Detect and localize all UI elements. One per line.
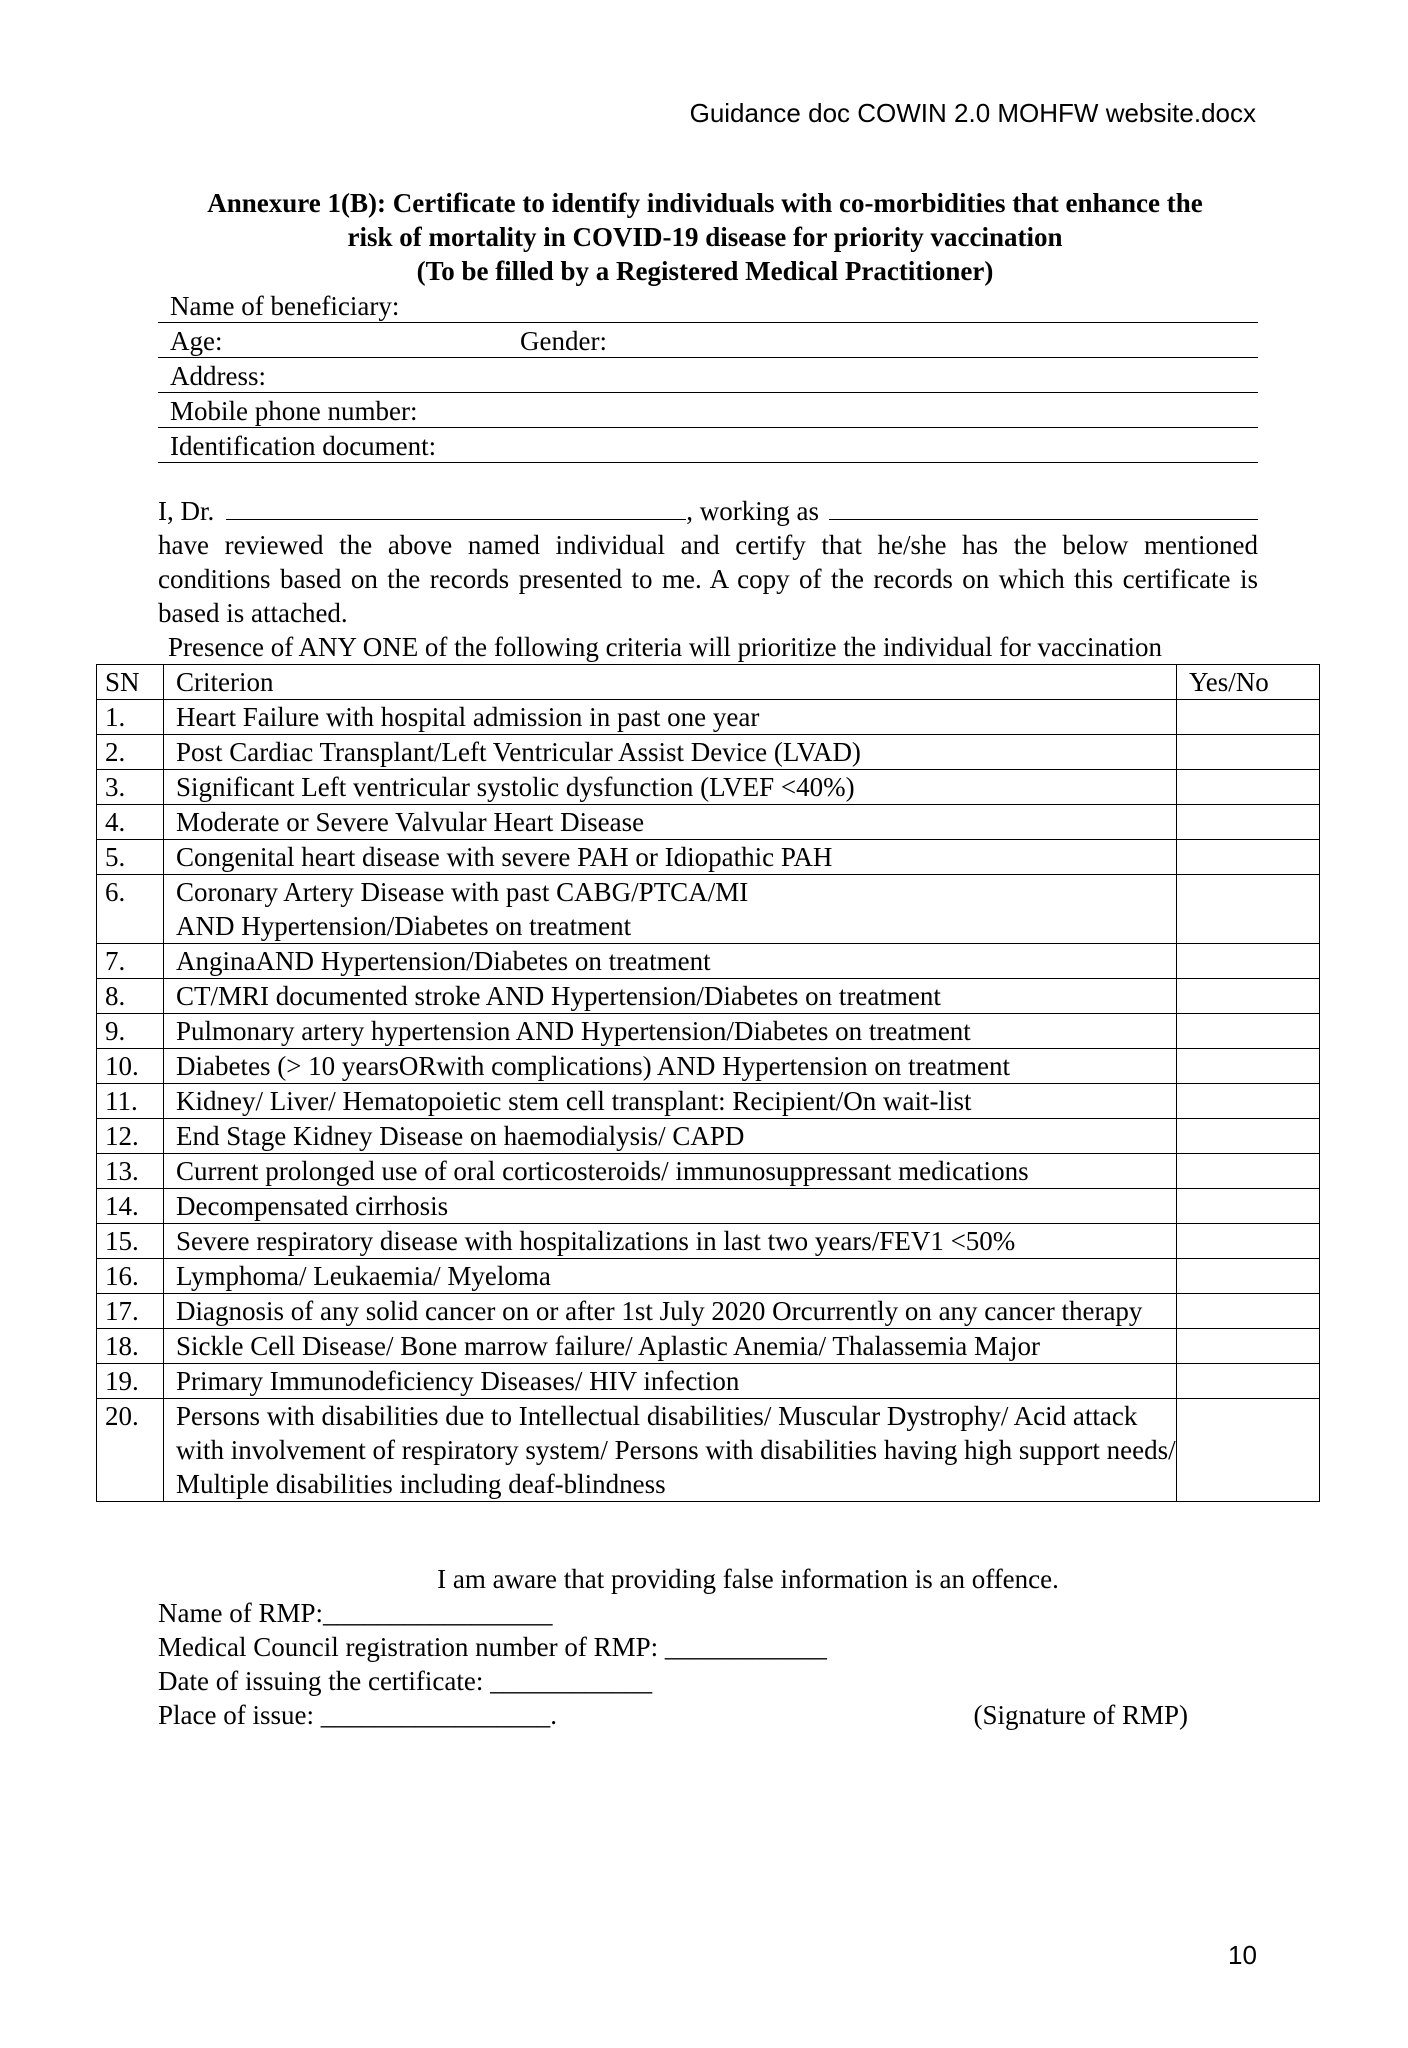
row-criterion: Heart Failure with hospital admission in past one year	[164, 700, 1177, 735]
row-criterion: Moderate or Severe Valvular Heart Disease	[164, 805, 1177, 840]
row-criterion: Lymphoma/ Leukaemia/ Myeloma	[164, 1259, 1177, 1294]
table-row	[97, 770, 1320, 805]
row-sn: 5.	[97, 840, 164, 875]
row-yes-no-cell[interactable]	[1177, 1084, 1320, 1119]
row-criterion-line-1: Coronary Artery Disease with past CABG/PTCA/MI	[176, 877, 749, 907]
age-gender-field[interactable]	[158, 323, 1258, 358]
row-sn: 3.	[97, 770, 164, 805]
title-line-2: risk of mortality in COVID-19 disease for priority vaccination	[347, 222, 1063, 252]
row-sn: 20.	[97, 1399, 164, 1502]
row-criterion: Current prolonged use of oral corticosteroids/ immunosuppressant medications	[164, 1154, 1177, 1189]
identification-label: Identification document:	[170, 431, 437, 461]
row-sn: 14.	[97, 1189, 164, 1224]
document-filename-header: Guidance doc COWIN 2.0 MOHFW website.docx	[689, 98, 1256, 128]
mobile-label: Mobile phone number:	[170, 396, 418, 426]
table-row	[97, 1049, 1320, 1084]
row-yes-no-cell[interactable]	[1177, 1329, 1320, 1364]
row-sn: 16.	[97, 1259, 164, 1294]
row-criterion: Sickle Cell Disease/ Bone marrow failure/ Aplastic Anemia/ Thalassemia Major	[164, 1329, 1177, 1364]
beneficiary-details	[158, 288, 1258, 463]
criteria-table	[96, 664, 1320, 1502]
row-criterion: Congenital heart disease with severe PAH or Idiopathic PAH	[164, 840, 1177, 875]
table-row	[97, 1224, 1320, 1259]
table-row	[97, 1329, 1320, 1364]
yes-no-header: Yes/No	[1177, 665, 1320, 700]
row-sn: 11.	[97, 1084, 164, 1119]
issue-date-line[interactable]: Date of issuing the certificate: ____________	[158, 1666, 653, 1696]
row-yes-no-cell[interactable]	[1177, 700, 1320, 735]
row-criterion: Post Cardiac Transplant/Left Ventricular Assist Device (LVAD)	[164, 735, 1177, 770]
table-row	[97, 1189, 1320, 1224]
row-sn: 8.	[97, 979, 164, 1014]
table-row	[97, 700, 1320, 735]
rmp-name-line[interactable]: Name of RMP:_________________	[158, 1598, 553, 1628]
row-criterion: Diagnosis of any solid cancer on or after 1st July 2020 Orcurrently on any cancer therapy	[164, 1294, 1177, 1329]
row-criterion: Kidney/ Liver/ Hematopoietic stem cell transplant: Recipient/On wait-list	[164, 1084, 1177, 1119]
false-info-warning: I am aware that providing false information is an offence.	[437, 1564, 1059, 1594]
row-criterion-line-2: AND Hypertension/Diabetes on treatment	[176, 911, 632, 941]
age-label: Age:	[170, 326, 223, 356]
row-yes-no-cell[interactable]	[1177, 944, 1320, 979]
row-sn: 13.	[97, 1154, 164, 1189]
annexure-title	[150, 186, 1260, 288]
table-row	[97, 1364, 1320, 1399]
row-yes-no-cell[interactable]	[1177, 770, 1320, 805]
table-row	[97, 840, 1320, 875]
doctor-name-blank[interactable]	[226, 495, 686, 520]
table-row	[97, 1084, 1320, 1119]
working-as-label: , working as	[686, 496, 819, 526]
row-yes-no-cell[interactable]	[1177, 1364, 1320, 1399]
criterion-header: Criterion	[164, 665, 1177, 700]
row-yes-no-cell[interactable]	[1177, 1294, 1320, 1329]
table-row	[97, 1294, 1320, 1329]
row-criterion: Persons with disabilities due to Intellectual disabilities/ Muscular Dystrophy/ Acid attack with involvement of respiratory system/ Persons with disabilities having high support needs/ Multiple disabilities including deaf-blindness	[164, 1399, 1177, 1502]
dr-prefix: I, Dr.	[158, 496, 215, 526]
table-header-row	[97, 665, 1320, 700]
row-yes-no-cell[interactable]	[1177, 875, 1320, 944]
row-sn: 18.	[97, 1329, 164, 1364]
row-yes-no-cell[interactable]	[1177, 979, 1320, 1014]
row-sn: 4.	[97, 805, 164, 840]
rmp-declaration	[158, 1562, 1258, 1732]
title-line-1: Annexure 1(B): Certificate to identify individuals with co-morbidities that enhance the	[207, 188, 1203, 218]
row-criterion: End Stage Kidney Disease on haemodialysis/ CAPD	[164, 1119, 1177, 1154]
row-criterion: Severe respiratory disease with hospitalizations in last two years/FEV1 <50%	[164, 1224, 1177, 1259]
gender-label: Gender:	[520, 326, 607, 356]
row-yes-no-cell[interactable]	[1177, 1154, 1320, 1189]
rmp-signature-label: (Signature of RMP)	[973, 1700, 1188, 1730]
identification-field[interactable]	[158, 428, 1258, 463]
row-sn: 7.	[97, 944, 164, 979]
row-sn: 19.	[97, 1364, 164, 1399]
table-row	[97, 735, 1320, 770]
certification-statement	[158, 494, 1258, 630]
certification-body: have reviewed the above named individual and certify that he/she has the below mentioned conditions based on the records presented to me. A copy of the records on which this certificate is based is attached.	[158, 530, 1258, 628]
row-sn: 6.	[97, 875, 164, 944]
table-row	[97, 979, 1320, 1014]
row-sn: 12.	[97, 1119, 164, 1154]
table-row	[97, 1259, 1320, 1294]
row-criterion: Pulmonary artery hypertension AND Hypertension/Diabetes on treatment	[164, 1014, 1177, 1049]
row-sn: 9.	[97, 1014, 164, 1049]
row-sn: 17.	[97, 1294, 164, 1329]
row-criterion: Primary Immunodeficiency Diseases/ HIV infection	[164, 1364, 1177, 1399]
row-yes-no-cell[interactable]	[1177, 1014, 1320, 1049]
row-yes-no-cell[interactable]	[1177, 1399, 1320, 1502]
row-sn: 15.	[97, 1224, 164, 1259]
designation-blank[interactable]	[829, 495, 1258, 520]
row-criterion: CT/MRI documented stroke AND Hypertension/Diabetes on treatment	[164, 979, 1177, 1014]
beneficiary-name-field[interactable]	[158, 288, 1258, 323]
row-sn: 2.	[97, 735, 164, 770]
table-row	[97, 805, 1320, 840]
table-row	[97, 875, 1320, 944]
row-yes-no-cell[interactable]	[1177, 735, 1320, 770]
row-sn: 10.	[97, 1049, 164, 1084]
address-field[interactable]	[158, 358, 1258, 393]
criteria-intro: Presence of ANY ONE of the following criteria will prioritize the individual for vaccination	[168, 632, 1162, 662]
address-label: Address:	[170, 361, 266, 391]
row-criterion: Decompensated cirrhosis	[164, 1189, 1177, 1224]
mobile-field[interactable]	[158, 393, 1258, 428]
rmp-registration-line[interactable]: Medical Council registration number of RMP: ____________	[158, 1632, 827, 1662]
table-row	[97, 1014, 1320, 1049]
row-sn: 1.	[97, 700, 164, 735]
row-yes-no-cell[interactable]	[1177, 1224, 1320, 1259]
row-yes-no-cell[interactable]	[1177, 1189, 1320, 1224]
row-yes-no-cell[interactable]	[1177, 1049, 1320, 1084]
page-number: 10	[1228, 1940, 1257, 1970]
row-yes-no-cell[interactable]	[1177, 805, 1320, 840]
title-line-3: (To be filled by a Registered Medical Practitioner)	[416, 256, 994, 286]
row-yes-no-cell[interactable]	[1177, 1119, 1320, 1154]
row-criterion: Diabetes (> 10 yearsORwith complications) AND Hypertension on treatment	[164, 1049, 1177, 1084]
table-row	[97, 1154, 1320, 1189]
certification-line	[158, 494, 1258, 528]
issue-place-line[interactable]: Place of issue: _________________.	[158, 1700, 557, 1730]
row-yes-no-cell[interactable]	[1177, 840, 1320, 875]
sn-header: SN	[97, 665, 164, 700]
row-yes-no-cell[interactable]	[1177, 1259, 1320, 1294]
table-row	[97, 1119, 1320, 1154]
table-row	[97, 944, 1320, 979]
row-criterion: AnginaAND Hypertension/Diabetes on treatment	[164, 944, 1177, 979]
table-row	[97, 1399, 1320, 1502]
row-criterion: Significant Left ventricular systolic dysfunction (LVEF <40%)	[164, 770, 1177, 805]
beneficiary-name-label: Name of beneficiary:	[170, 291, 400, 321]
row-criterion	[164, 875, 1177, 944]
